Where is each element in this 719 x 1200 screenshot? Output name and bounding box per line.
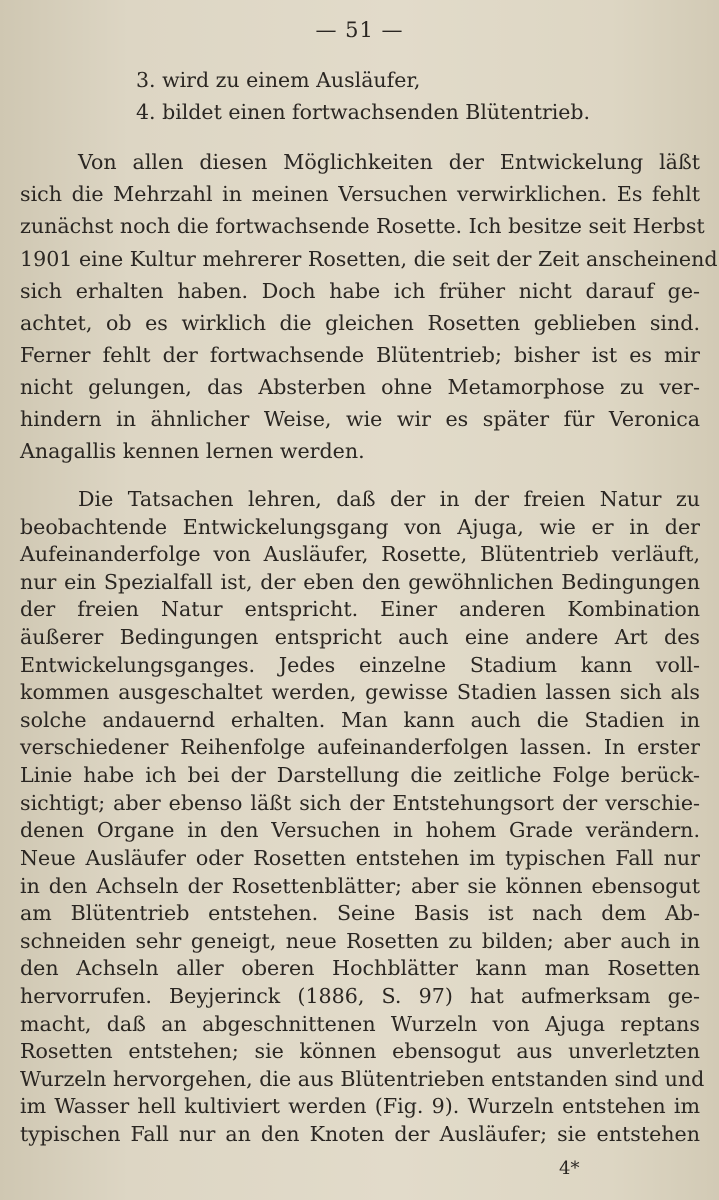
text-line: verschiedener Reihenfolge aufeinanderfolgen lassen. In erster: [20, 735, 700, 759]
list-item: 3. wird zu einem Ausläufer,: [136, 68, 421, 92]
text-line: Die Tatsachen lehren, daß der in der freien Natur zu: [78, 487, 700, 511]
text-line: den Achseln aller oberen Hochblätter kann man Rosetten: [20, 956, 700, 980]
text-line: Von allen diesen Möglichkeiten der Entwickelung läßt: [78, 150, 700, 174]
possibility-list: [136, 64, 696, 128]
text-line: kommen ausgeschaltet werden, gewisse Stadien lassen sich als: [20, 680, 700, 704]
text-line: nur ein Spezialfall ist, der eben den gewöhnlichen Bedingungen: [20, 570, 700, 594]
text-line: sich die Mehrzahl in meinen Versuchen verwirklichen. Es fehlt: [20, 182, 700, 206]
text-line: typischen Fall nur an den Knoten der Ausläufer; sie entstehen: [20, 1122, 700, 1146]
text-line: der freien Natur entspricht. Einer anderen Kombination: [20, 597, 700, 621]
text-line: hindern in ähnlicher Weise, wie wir es später für Veronica: [20, 407, 700, 431]
text-line: Neue Ausläufer oder Rosetten entstehen im typischen Fall nur: [20, 846, 700, 870]
text-line: hervorrufen. Beyjerinck (1886, S. 97) hat aufmerksam ge-: [20, 984, 700, 1008]
text-line: im Wasser hell kultiviert werden (Fig. 9). Wurzeln entstehen im: [20, 1094, 700, 1118]
text-line: Ferner fehlt der fortwachsende Blütentrieb; bisher ist es mir: [20, 343, 700, 367]
printer-signature: 4*: [559, 1158, 580, 1179]
text-line: zunächst noch die fortwachsende Rosette. Ich besitze seit Herbst: [20, 214, 705, 238]
text-line: Wurzeln hervorgehen, die aus Blütentrieben entstanden sind und: [20, 1067, 705, 1091]
text-line: äußerer Bedingungen entspricht auch eine andere Art des: [20, 625, 700, 649]
text-line: schneiden sehr geneigt, neue Rosetten zu bilden; aber auch in: [20, 929, 700, 953]
text-line: am Blütentrieb entstehen. Seine Basis ist nach dem Ab-: [20, 901, 700, 925]
text-line: Aufeinanderfolge von Ausläufer, Rosette, Blütentrieb verläuft,: [20, 542, 700, 566]
text-line: beobachtende Entwickelungsgang von Ajuga, wie er in der: [20, 515, 700, 539]
text-line: Anagallis kennen lernen werden.: [20, 439, 365, 463]
text-line: in den Achseln der Rosettenblätter; aber sie können ebensogut: [20, 874, 700, 898]
text-line: solche andauernd erhalten. Man kann auch die Stadien in: [20, 708, 700, 732]
text-line: denen Organe in den Versuchen in hohem Grade verändern.: [20, 818, 700, 842]
text-line: 1901 eine Kultur mehrerer Rosetten, die seit der Zeit anscheinend: [20, 247, 718, 271]
list-item: 4. bildet einen fortwachsenden Blütentrieb.: [136, 100, 591, 124]
text-line: Entwickelungsganges. Jedes einzelne Stadium kann voll-: [20, 653, 700, 677]
text-line: sich erhalten haben. Doch habe ich früher nicht darauf ge-: [20, 279, 700, 303]
text-line: achtet, ob es wirklich die gleichen Rosetten geblieben sind.: [20, 311, 700, 335]
text-line: Linie habe ich bei der Darstellung die zeitliche Folge berück-: [20, 763, 700, 787]
text-line: nicht gelungen, das Absterben ohne Metamorphose zu ver-: [20, 375, 700, 399]
text-line: sichtigt; aber ebenso läßt sich der Entstehungsort der verschie-: [20, 791, 700, 815]
text-line: macht, daß an abgeschnittenen Wurzeln von Ajuga reptans: [20, 1012, 700, 1036]
page-number: — 51 —: [315, 18, 404, 42]
text-line: Rosetten entstehen; sie können ebensogut aus unverletzten: [20, 1039, 700, 1063]
